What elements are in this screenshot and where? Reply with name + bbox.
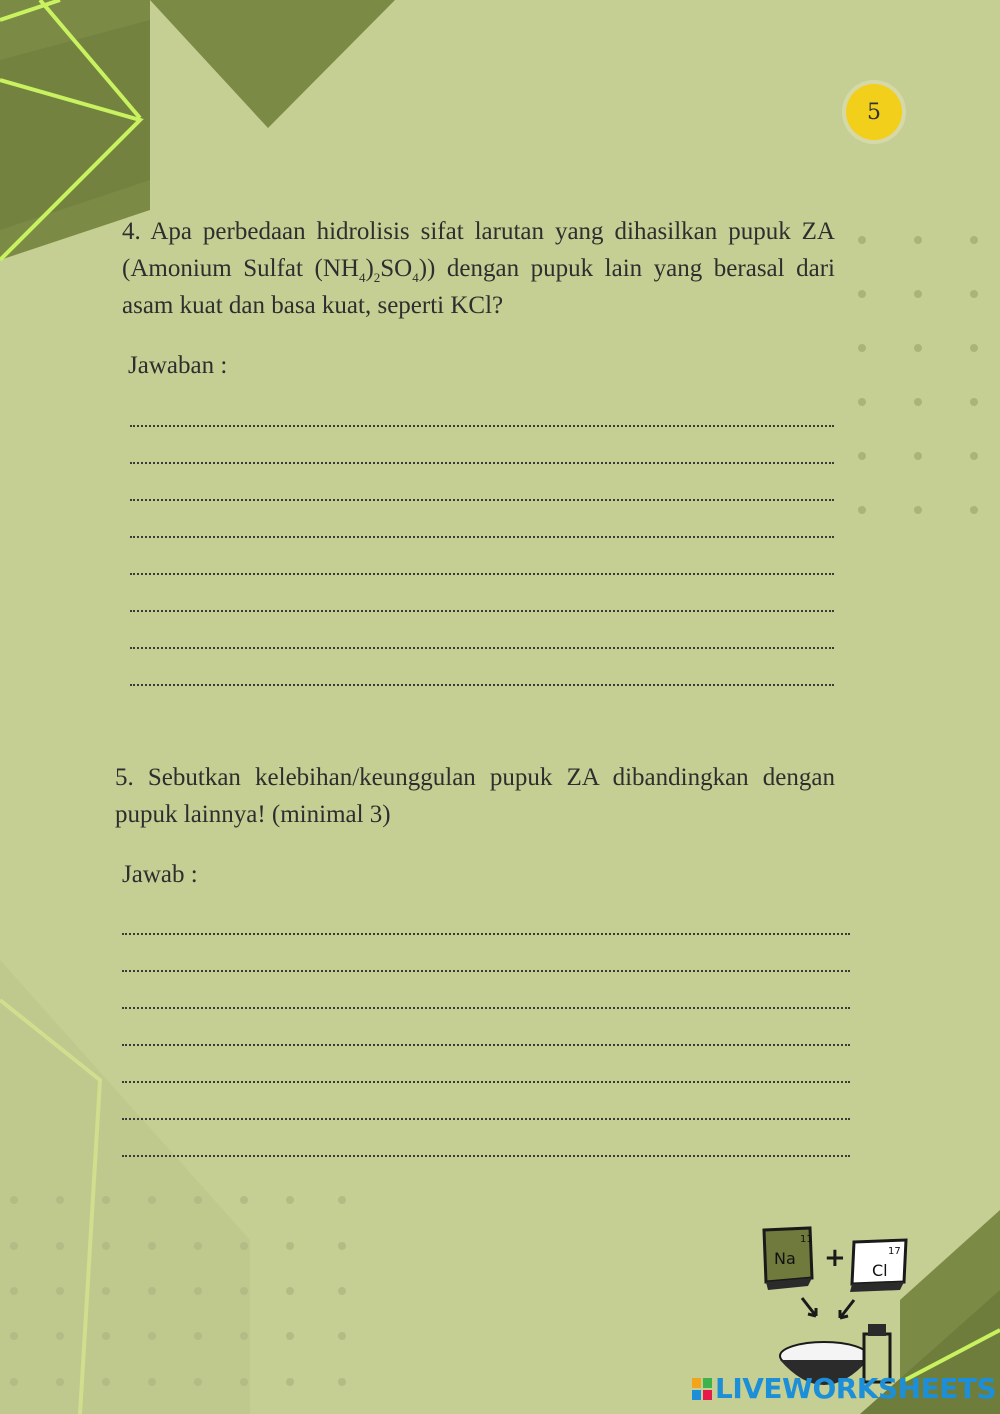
page-number: 5 <box>867 99 881 125</box>
answer-line[interactable] <box>130 575 834 612</box>
q4-text-4: )) dengan pupuk lain yang berasal dari asam kuat dan basa kuat, seperti KCl? <box>122 255 835 319</box>
question-5: 5. Sebutkan kelebihan/keunggulan pupuk ZA dibandingkan dengan pupuk lainnya! (minimal 3) <box>115 764 835 828</box>
brand-name: LIVEWORKSHEETS <box>715 1372 997 1405</box>
q4-text-3: SO <box>380 255 413 282</box>
liveworksheets-logo <box>692 1372 996 1405</box>
q4-sub-2: 2 <box>373 270 381 285</box>
chlorine-element-icon <box>850 1240 906 1292</box>
plus-sign: + <box>824 1243 846 1273</box>
answer-line[interactable] <box>130 538 834 575</box>
q4-answer-label: Jawaban : <box>128 352 228 379</box>
q4-text-1: 4. Apa perbedaan hidrolisis sifat larutan yang dihasilkan pupuk ZA (Amonium Sulfat (NH <box>122 218 835 282</box>
answer-line[interactable] <box>122 1083 850 1120</box>
q5-answer-area[interactable] <box>122 898 850 1157</box>
cl-symbol: Cl <box>872 1261 888 1280</box>
answer-line[interactable] <box>130 501 834 538</box>
answer-line[interactable] <box>122 1046 850 1083</box>
cl-number: 17 <box>888 1246 901 1257</box>
na-number: 11 <box>800 1234 813 1245</box>
answer-line[interactable] <box>122 972 850 1009</box>
q4-answer-area[interactable] <box>130 390 834 686</box>
arrows-icon <box>802 1298 854 1318</box>
answer-line[interactable] <box>122 1120 850 1157</box>
q4-text-2: ) <box>365 255 374 282</box>
answer-line[interactable] <box>122 1009 850 1046</box>
q4-sub-3: 4 <box>412 270 419 285</box>
page-number-badge <box>846 84 902 140</box>
answer-line[interactable] <box>130 612 834 649</box>
sodium-element-icon <box>764 1228 813 1290</box>
q5-answer-label: Jawab : <box>122 861 198 888</box>
question-4 <box>122 213 835 324</box>
answer-line[interactable] <box>122 898 850 935</box>
answer-line[interactable] <box>130 427 834 464</box>
answer-line[interactable] <box>122 935 850 972</box>
na-symbol: Na <box>774 1249 796 1268</box>
q4-sub-1: 4 <box>358 270 366 285</box>
liveworksheets-icon <box>692 1374 712 1396</box>
answer-line[interactable] <box>130 649 834 686</box>
answer-line[interactable] <box>130 390 834 427</box>
answer-line[interactable] <box>130 464 834 501</box>
